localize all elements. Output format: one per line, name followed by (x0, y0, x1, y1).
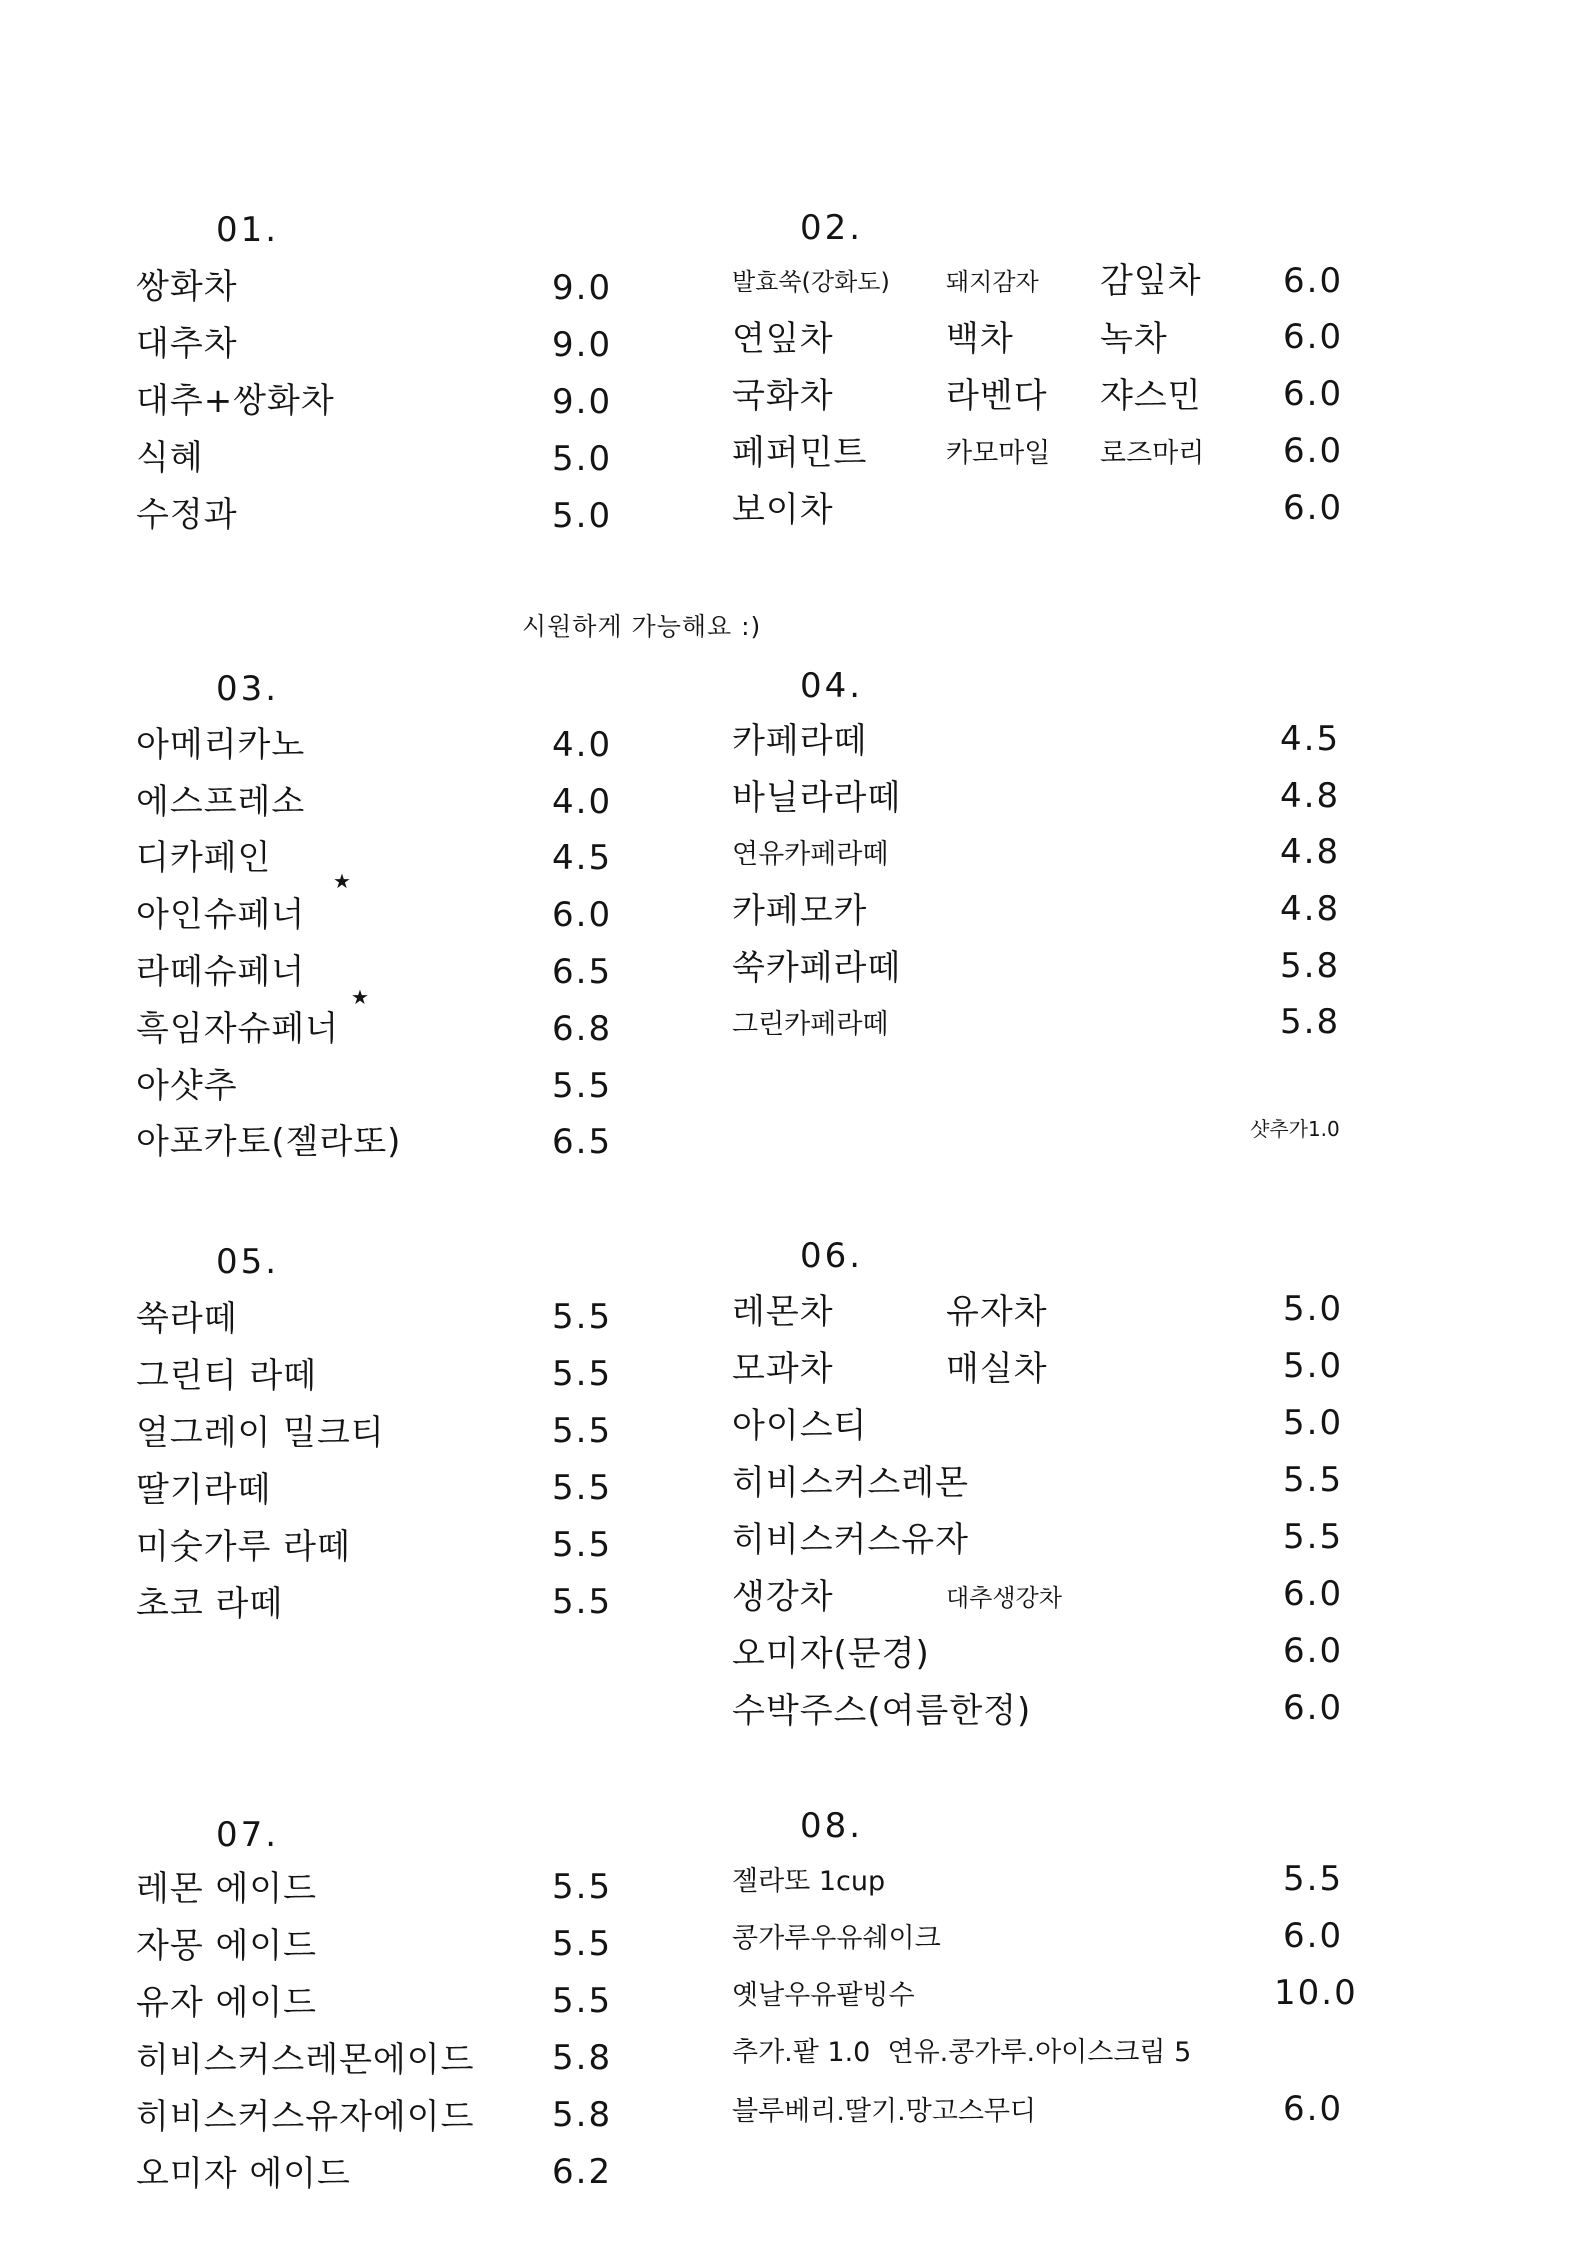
menu-item-price: 6.0 (1283, 317, 1344, 357)
menu-item-name: 대추차 (136, 324, 238, 364)
tea-name: 보이차 (732, 490, 834, 530)
menu-item-name: 에스프레소 (136, 782, 306, 822)
menu-item-name: 옛날우유팥빙수 (732, 1980, 915, 2011)
menu-item-name: 수정과 (136, 495, 238, 535)
menu-item-price: 5.8 (1280, 946, 1341, 986)
menu-item-price: 6.0 (1283, 374, 1344, 414)
menu-item-name: 얼그레이 밀크티 (136, 1413, 385, 1453)
menu-item-price: 5.0 (552, 496, 613, 536)
section-08-title: 08. (800, 1806, 864, 1846)
menu-item-price: 4.5 (552, 838, 613, 878)
section-01-title: 01. (216, 210, 280, 250)
menu-item-price: 5.8 (1280, 1002, 1341, 1042)
menu-item-price: 6.2 (552, 2152, 613, 2192)
menu-item-price: 6.0 (1283, 261, 1344, 301)
menu-item-price: 6.0 (1283, 2089, 1344, 2129)
menu-item-name: 식혜 (136, 438, 204, 478)
menu-item-price: 5.5 (552, 1582, 613, 1622)
tea-name: 페퍼민트 (732, 433, 868, 473)
menu-item-price: 9.0 (552, 268, 613, 308)
menu-item-name: 대추+쌍화차 (136, 381, 335, 421)
menu-item-price: 5.5 (552, 1354, 613, 1394)
section-07-title: 07. (216, 1815, 280, 1855)
menu-item-price: 5.0 (1283, 1289, 1344, 1329)
menu-item-price: 6.0 (1283, 1631, 1344, 1671)
menu-item-price: 4.0 (552, 725, 613, 765)
tea-name: 카모마일 (946, 438, 1051, 469)
menu-item-name: 카페라떼 (732, 721, 868, 761)
menu-item-price: 5.5 (552, 1867, 613, 1907)
menu-item-name: 모과차 (732, 1349, 834, 1389)
menu-item-price: 5.5 (552, 1411, 613, 1451)
menu-item-price: 5.5 (552, 1924, 613, 1964)
menu-item-price: 5.0 (1283, 1346, 1344, 1386)
menu-item-price: 6.5 (552, 952, 613, 992)
tea-name: 연잎차 (732, 319, 834, 359)
menu-item-name: 그린티 라떼 (136, 1356, 318, 1396)
menu-item-price: 4.8 (1280, 889, 1341, 929)
menu-item-name: 젤라또 1cup (732, 1866, 886, 1897)
menu-item-price: 5.5 (552, 1297, 613, 1337)
menu-item-name: 수박주스(여름한정) (732, 1691, 1032, 1731)
shot-extra-note: 샷추가1.0 (1250, 1117, 1340, 1141)
section-05-title: 05. (216, 1242, 280, 1282)
menu-item-price: 5.5 (552, 1525, 613, 1565)
menu-item-name: 연유카페라떼 (732, 839, 889, 870)
menu-item-price: 5.5 (552, 1468, 613, 1508)
menu-item-name: 바닐라라떼 (732, 778, 902, 818)
section-03-title: 03. (216, 669, 280, 709)
menu-item-name: 유자차 (946, 1292, 1048, 1332)
menu-item-name: 그린카페라떼 (732, 1009, 889, 1040)
menu-item-price: 6.0 (1283, 431, 1344, 471)
menu-item-price: 10.0 (1274, 1973, 1358, 2013)
menu-item-name: 오미자(문경) (732, 1634, 930, 1674)
menu-item-name: 레몬 에이드 (136, 1869, 318, 1909)
menu-item-price: 6.0 (1283, 1574, 1344, 1614)
menu-item-name: 쌍화차 (136, 267, 238, 307)
menu-item-price: 6.0 (1283, 488, 1344, 528)
menu-item-name: 아샷추 (136, 1066, 238, 1106)
star-mark: ★ (351, 985, 369, 1009)
menu-item-name: 유자 에이드 (136, 1983, 318, 2023)
menu-item-price: 4.8 (1280, 776, 1341, 816)
menu-item-price: 6.0 (552, 895, 613, 935)
tea-name: 백차 (946, 319, 1014, 359)
menu-item-price: 5.0 (1283, 1403, 1344, 1443)
menu-item-price: 6.0 (1283, 1916, 1344, 1956)
menu-item-name: 쑥라떼 (136, 1299, 238, 1339)
menu-item-name: 생강차 (732, 1577, 834, 1617)
menu-item-name: 히비스커스레몬 (732, 1463, 969, 1503)
section-04-title: 04. (800, 666, 864, 706)
tea-name: 라벤다 (946, 376, 1048, 416)
menu-item-name: 콩가루우유쉐이크 (732, 1923, 941, 1954)
menu-item-name: 자몽 에이드 (136, 1926, 318, 1966)
menu-item-price: 5.5 (1283, 1859, 1344, 1899)
tea-name: 국화차 (732, 376, 834, 416)
menu-item-name: 대추생강차 (946, 1584, 1062, 1612)
menu-item-price: 5.0 (552, 439, 613, 479)
menu-item-name: 히비스커스유자에이드 (136, 2097, 475, 2137)
menu-item-price: 6.8 (552, 1009, 613, 1049)
menu-item-price: 4.5 (1280, 719, 1341, 759)
menu-item-price: 6.5 (552, 1122, 613, 1162)
menu-item-name: 쑥카페라떼 (732, 948, 902, 988)
menu-item-name: 딸기라떼 (136, 1470, 272, 1510)
menu-item-name: 아인슈페너 (136, 895, 306, 935)
menu-item-name: 흑임자슈페너 (136, 1009, 340, 1049)
menu-item-name: 디카페인 (136, 838, 272, 878)
cold-available-note: 시원하게 가능해요 :) (522, 612, 762, 641)
tea-name: 돼지감자 (946, 268, 1039, 296)
menu-item-price: 6.0 (1283, 1688, 1344, 1728)
menu-item-price: 5.5 (1283, 1460, 1344, 1500)
menu-item-name: 초코 라떼 (136, 1584, 284, 1624)
menu-item-name: 아메리카노 (136, 725, 306, 765)
menu-item-name: 히비스커스유자 (732, 1520, 969, 1560)
add-on-note: 추가.팥 1.0 연유.콩가루.아이스크림 5 (732, 2037, 1192, 2068)
menu-item-name: 블루베리.딸기.망고스무디 (732, 2096, 1037, 2127)
menu-item-name: 히비스커스레몬에이드 (136, 2040, 475, 2080)
menu-item-name: 오미자 에이드 (136, 2154, 351, 2194)
menu-item-price: 5.8 (552, 2038, 613, 2078)
menu-item-price: 5.5 (552, 1066, 613, 1106)
tea-name: 발효쑥(강화도) (732, 268, 890, 296)
menu-item-name: 카페모카 (732, 891, 868, 931)
menu-item-name: 레몬차 (732, 1292, 834, 1332)
menu-item-name: 라떼슈페너 (136, 952, 306, 992)
tea-name: 녹차 (1100, 319, 1168, 359)
menu-item-price: 9.0 (552, 382, 613, 422)
menu-item-name: 매실차 (946, 1349, 1048, 1389)
star-mark: ★ (333, 869, 351, 893)
menu-item-price: 5.8 (552, 2095, 613, 2135)
tea-name: 로즈마리 (1100, 438, 1205, 469)
menu-item-name: 아포카토(젤라또) (136, 1122, 402, 1162)
tea-name: 쟈스민 (1100, 376, 1202, 416)
menu-item-name: 아이스티 (732, 1406, 868, 1446)
menu-item-price: 4.0 (552, 782, 613, 822)
menu-item-price: 9.0 (552, 325, 613, 365)
menu-item-price: 5.5 (552, 1981, 613, 2021)
menu-item-price: 5.5 (1283, 1517, 1344, 1557)
section-06-title: 06. (800, 1236, 864, 1276)
menu-item-name: 미숫가루 라떼 (136, 1527, 351, 1567)
menu-item-price: 4.8 (1280, 832, 1341, 872)
tea-name: 감잎차 (1100, 261, 1202, 301)
section-02-title: 02. (800, 208, 864, 248)
